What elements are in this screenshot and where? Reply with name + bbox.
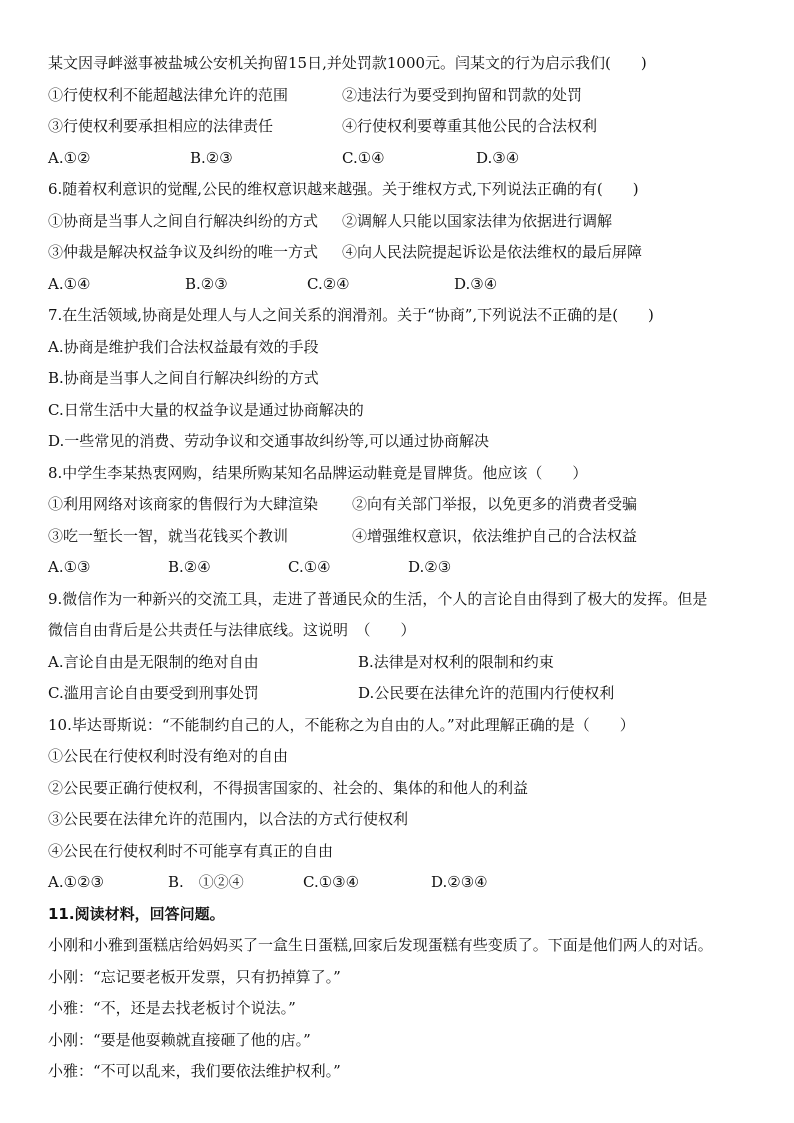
q10-statement-1: ①公民在行使权利时没有绝对的自由 bbox=[48, 747, 289, 765]
q6-statement-4: ④向人民法院提起诉讼是依法维权的最后屏障 bbox=[342, 243, 643, 261]
q10-statement-3: ③公民要在法律允许的范围内，以合法的方式行使权利 bbox=[48, 810, 409, 828]
q9-option-d[interactable]: D.公民要在法律允许的范围内行使权利 bbox=[358, 684, 615, 702]
q9-option-c[interactable]: C.滥用言论自由要受到刑事处罚 bbox=[48, 684, 259, 702]
q5-statements-row-2 bbox=[48, 111, 768, 143]
q5-option-b[interactable]: B.②③ bbox=[190, 148, 233, 167]
q10-option-c[interactable]: C.①③④ bbox=[303, 873, 360, 891]
q10-statement-2: ②公民要正确行使权利，不得损害国家的、社会的、集体的和他人的利益 bbox=[48, 778, 529, 797]
q9-option-a[interactable]: A.言论自由是无限制的绝对自由 bbox=[48, 652, 259, 671]
q8-statement-3: ③吃一堑长一智，就当花钱买个教训 bbox=[48, 526, 289, 545]
q10-option-a[interactable]: A.①②③ bbox=[48, 873, 104, 891]
q8-option-d[interactable]: D.②③ bbox=[408, 558, 452, 576]
q8-statements-row-1 bbox=[48, 489, 768, 521]
q6-options bbox=[48, 269, 768, 301]
q8-statements-row-2 bbox=[48, 521, 768, 553]
q9-options-row-2 bbox=[48, 678, 768, 710]
question-6-stem: 6.随着权利意识的觉醒,公民的维权意识越来越强。关于维权方式,下列说法正确的有( ) bbox=[48, 180, 639, 198]
q5-statements-row-1 bbox=[48, 80, 768, 112]
question-9-stem-line-2: 微信自由背后是公共责任与法律底线。这说明 （ ） bbox=[48, 621, 416, 639]
q10-option-b[interactable]: B. ①②④ bbox=[168, 873, 244, 891]
q5-option-a[interactable]: A.①② bbox=[48, 148, 91, 167]
q7-option-d[interactable]: D.一些常见的消费、劳动争议和交通事故纠纷等,可以通过协商解决 bbox=[48, 432, 490, 450]
q11-dialogue-line: 小刚：“要是他耍赖就直接砸了他的店。” bbox=[48, 1030, 311, 1049]
q5-statement-1: ①行使权利不能超越法律允许的范围 bbox=[48, 85, 289, 104]
exam-page bbox=[48, 48, 768, 1088]
q11-dialogue-line: 小雅：“不可以乱来，我们要依法维护权利。” bbox=[48, 1062, 341, 1080]
q6-statements-row-1 bbox=[48, 206, 768, 238]
q9-option-b[interactable]: B.法律是对权利的限制和约束 bbox=[358, 652, 554, 671]
q8-options bbox=[48, 552, 768, 584]
q6-option-b[interactable]: B.②③ bbox=[185, 274, 228, 293]
q10-options bbox=[48, 867, 768, 899]
q8-statement-1: ①利用网络对该商家的售假行为大肆渲染 bbox=[48, 495, 319, 513]
q5-statement-3: ③行使权利要承担相应的法律责任 bbox=[48, 117, 274, 135]
q8-option-c[interactable]: C.①④ bbox=[288, 558, 331, 576]
q8-option-a[interactable]: A.①③ bbox=[48, 558, 91, 576]
q11-intro: 小刚和小雅到蛋糕店给妈妈买了一盒生日蛋糕,回家后发现蛋糕有些变质了。下面是他们两人的对话。 bbox=[48, 936, 713, 954]
q6-option-d[interactable]: D.③④ bbox=[454, 274, 498, 293]
q9-options-row-1 bbox=[48, 647, 768, 679]
q10-statement-4: ④公民在行使权利时不可能享有真正的自由 bbox=[48, 841, 334, 860]
q6-option-a[interactable]: A.①④ bbox=[48, 274, 91, 293]
q11-dialogue-line: 小刚：“忘记要老板开发票，只有扔掉算了。” bbox=[48, 967, 341, 986]
q6-statements-row-2 bbox=[48, 237, 768, 269]
q11-dialogue-line: 小雅：“不，还是去找老板讨个说法。” bbox=[48, 999, 296, 1017]
question-7-stem: 7.在生活领域,协商是处理人与人之间关系的润滑剂。关于“协商”,下列说法不正确的是( ) bbox=[48, 306, 654, 324]
question-10-stem: 10.毕达哥斯说：“不能制约自己的人，不能称之为自由的人。”对此理解正确的是（ ） bbox=[48, 715, 635, 734]
question-5-stem: 某文因寻衅滋事被盐城公安机关拘留15日,并处罚款1000元。闫某文的行为启示我们( ) bbox=[48, 54, 647, 72]
q6-option-c[interactable]: C.②④ bbox=[307, 274, 350, 293]
question-8-stem: 8.中学生李某热衷网购，结果所购某知名品牌运动鞋竟是冒牌货。他应该（ ） bbox=[48, 463, 588, 482]
q7-option-b[interactable]: B.协商是当事人之间自行解决纠纷的方式 bbox=[48, 369, 319, 387]
q5-option-d[interactable]: D.③④ bbox=[476, 148, 520, 167]
q6-statement-1: ①协商是当事人之间自行解决纠纷的方式 bbox=[48, 211, 319, 230]
q6-statement-3: ③仲裁是解决权益争议及纠纷的唯一方式 bbox=[48, 243, 319, 261]
q5-statement-2: ②违法行为要受到拘留和罚款的处罚 bbox=[342, 85, 583, 104]
q7-option-c[interactable]: C.日常生活中大量的权益争议是通过协商解决的 bbox=[48, 400, 364, 419]
q5-option-c[interactable]: C.①④ bbox=[342, 148, 385, 167]
q5-statement-4: ④行使权利要尊重其他公民的合法权利 bbox=[342, 117, 598, 135]
q8-statement-4: ④增强维权意识，依法维护自己的合法权益 bbox=[352, 526, 638, 545]
question-9-stem-line-1: 9.微信作为一种新兴的交流工具，走进了普通民众的生活，个人的言论自由得到了极大的发挥。但是 bbox=[48, 589, 708, 608]
q10-option-d[interactable]: D.②③④ bbox=[431, 873, 488, 891]
q7-option-a[interactable]: A.协商是维护我们合法权益最有效的手段 bbox=[48, 337, 319, 356]
q5-options bbox=[48, 143, 768, 175]
q6-statement-2: ②调解人只能以国家法律为依据进行调解 bbox=[342, 211, 613, 230]
q8-option-b[interactable]: B.②④ bbox=[168, 558, 211, 576]
q8-statement-2: ②向有关部门举报，以免更多的消费者受骗 bbox=[352, 495, 638, 513]
question-11-title: 11.阅读材料，回答问题。 bbox=[48, 904, 225, 923]
